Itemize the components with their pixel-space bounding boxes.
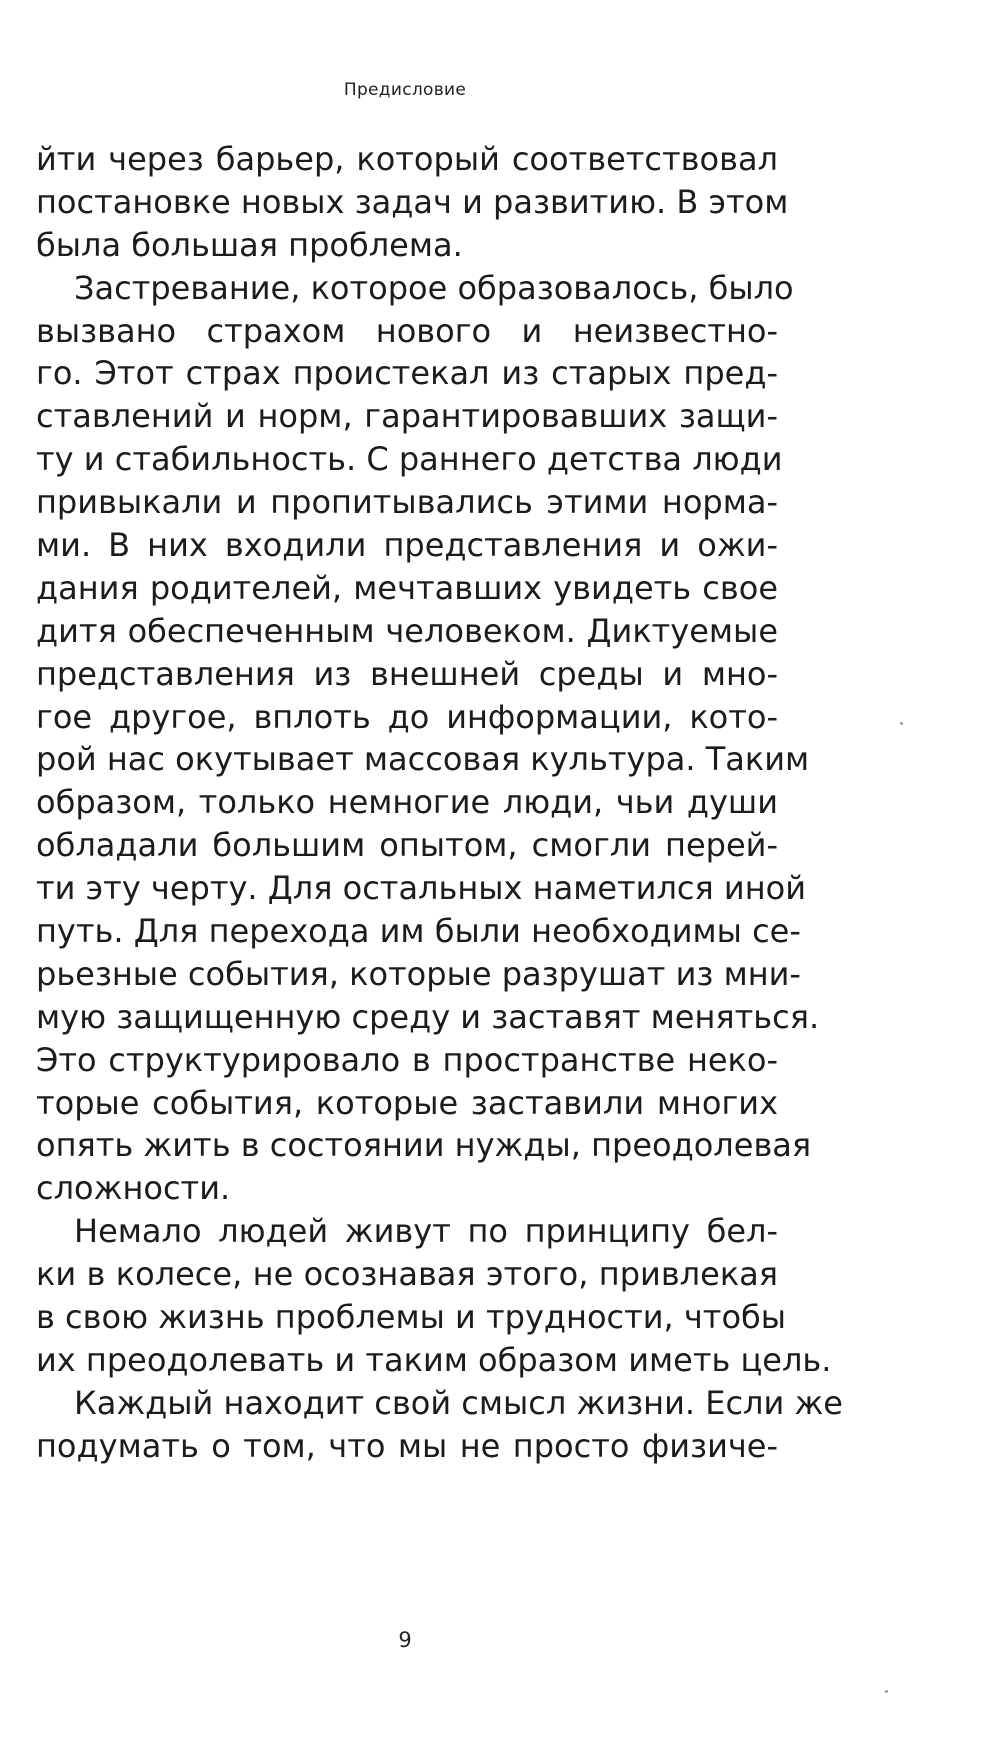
text-line: была большая проблема.	[36, 225, 463, 264]
scan-speck	[885, 1690, 888, 1693]
page-number: 9	[398, 1628, 412, 1652]
text-line: йти через барьер, который соответствовал	[36, 140, 778, 178]
text-line: мую защищенную среду и заставят меняться.	[36, 997, 820, 1036]
text-line: ки в колесе, не осознавая этого, привлекая	[36, 1255, 778, 1294]
text-line: дитя обеспеченным человеком. Диктуемые	[36, 611, 778, 650]
paragraph-first-line: Немало людей живут по принципу бел-	[74, 1212, 778, 1251]
text-line: ти эту черту. Для остальных наметился иной	[36, 869, 807, 908]
body-text	[36, 138, 843, 1468]
paragraph-first-line: Застревание, которое образовалось, было	[74, 268, 794, 307]
text-line: в свою жизнь проблемы и трудности, чтобы	[36, 1298, 787, 1337]
text-line: сложности.	[36, 1169, 231, 1208]
text-line: образом, только немногие люди, чьи души	[36, 783, 778, 822]
text-line: рой нас окутывает массовая культура. Таким	[36, 740, 810, 779]
text-line: Это структурировало в пространстве неко-	[36, 1040, 778, 1079]
text-line: путь. Для перехода им были необходимы се-	[36, 912, 801, 951]
text-line: подумать о том, что мы не просто физиче-	[36, 1426, 778, 1465]
text-line: торые события, которые заставили многих	[36, 1083, 778, 1122]
text-line: рьезные события, которые разрушат из мни-	[36, 954, 801, 993]
text-line: дания родителей, мечтавших увидеть свое	[36, 568, 778, 607]
text-line: гое другое, вплоть до информации, кото-	[36, 697, 778, 736]
running-head: Предисловие	[343, 80, 467, 100]
text-line: постановке новых задач и развитию. В этом	[36, 182, 789, 221]
paragraph-first-line: Каждый находит свой смысл жизни. Если же	[74, 1383, 843, 1422]
text-line: го. Этот страх проистекал из старых пред-	[36, 354, 778, 393]
text-line: ми. В них входили представления и ожи-	[36, 526, 778, 565]
text-line: ставлений и норм, гарантировавших защи-	[36, 397, 778, 436]
text-line: их преодолевать и таким образом иметь цель.	[36, 1340, 832, 1379]
scan-speck	[900, 722, 903, 725]
text-line: опять жить в состоянии нужды, преодолевая	[36, 1126, 812, 1165]
text-line: обладали большим опытом, смогли перей-	[36, 826, 778, 865]
text-line: вызвано страхом нового и неизвестно-	[36, 311, 778, 350]
text-line: привыкали и пропитывались этими норма-	[36, 483, 778, 522]
text-line: представления из внешней среды и мно-	[36, 654, 778, 693]
text-line: ту и стабильность. С раннего детства люди	[36, 440, 783, 479]
